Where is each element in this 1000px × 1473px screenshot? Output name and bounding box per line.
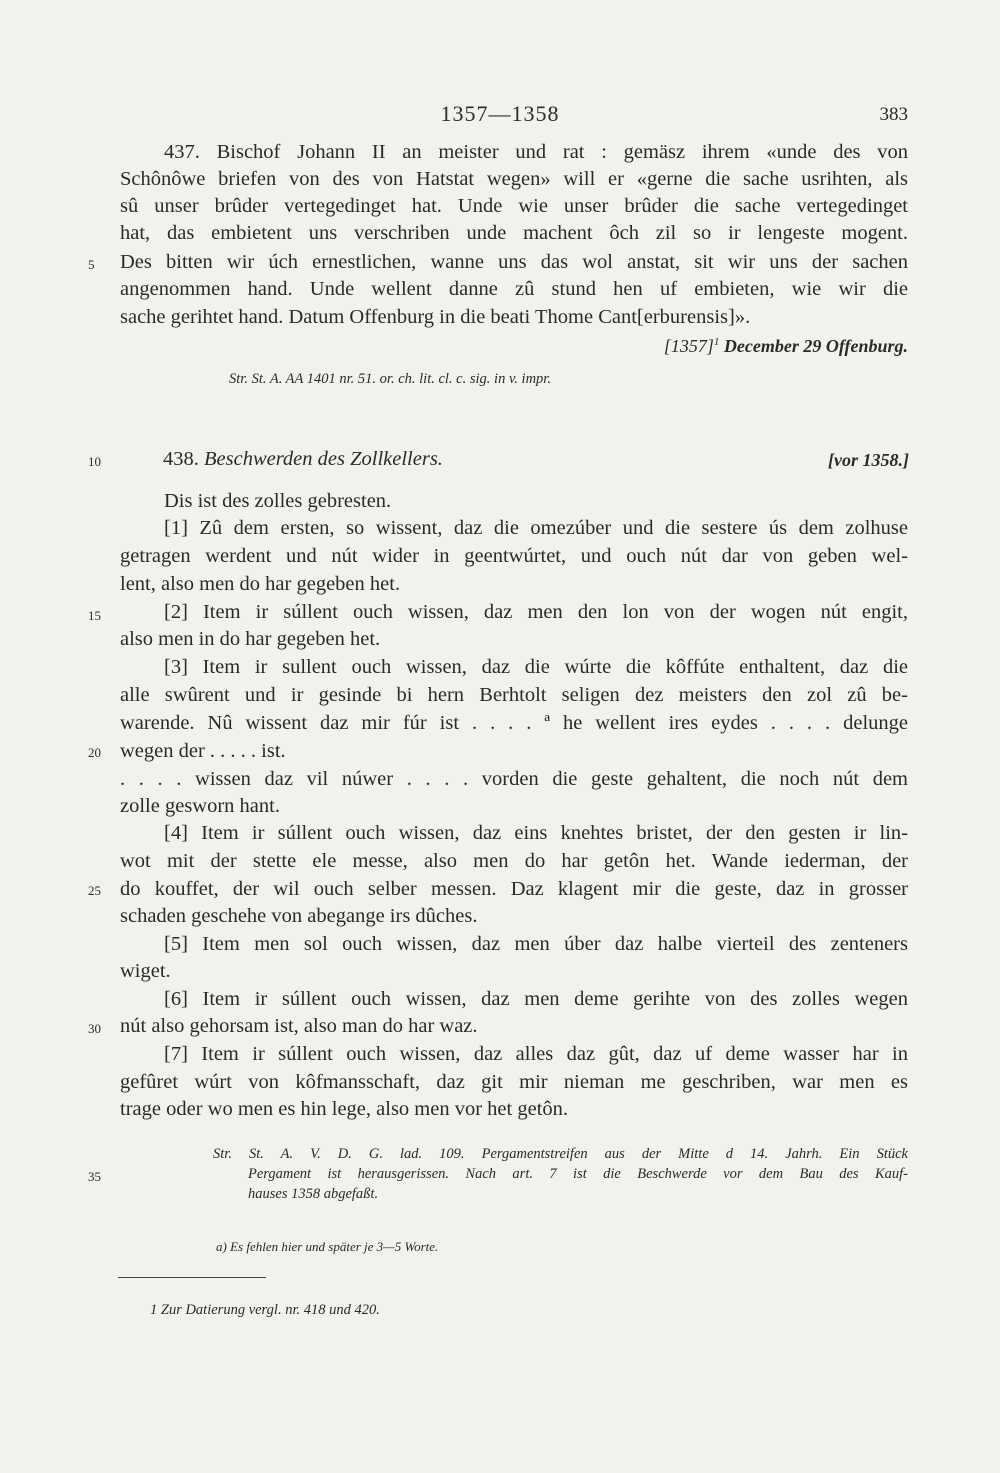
running-header-title: 1357—1358 xyxy=(440,101,560,126)
doc437-line-7: sache gerihtet hand. Datum Offenburg in die beati Thome Cant[erburensis]». xyxy=(120,306,751,328)
doc438-source-line-2: Pergament ist herausgerissen. Nach art. 7 ist die Beschwerde vor dem Bau des Kauf- xyxy=(248,1166,908,1182)
doc438-line: [5] Item men sol ouch wissen, daz men úber daz halbe vierteil des zenteners xyxy=(164,933,908,955)
doc438-line: do kouffet, der wil ouch selber messen. Daz klagent mir die geste, daz in grosser xyxy=(120,878,908,900)
doc438-heading xyxy=(163,448,909,471)
doc437-line-6: angenommen hand. Unde wellent danne zû stund hen uf embieten, wie wir die xyxy=(120,278,908,300)
footnote-rule xyxy=(118,1277,266,1278)
doc438-line: alle swûrent und ir gesinde bi hern Berhtolt seligen dez meisters den zol zû be- xyxy=(120,684,908,706)
doc438-line: also men in do har gegeben het. xyxy=(120,628,381,650)
doc437-dateline xyxy=(120,336,908,357)
doc437-line-1: 437. Bischof Johann II an meister und rat : gemäsz ihrem «unde des von xyxy=(164,141,908,163)
doc438-title: Beschwerden des Zollkellers. xyxy=(204,448,443,470)
doc437-date-footnote-ref: 1 xyxy=(713,336,720,348)
page-number: 383 xyxy=(879,104,908,125)
doc438-line: nút also gehorsam ist, also man do har waz. xyxy=(120,1015,478,1037)
margin-line-number: 20 xyxy=(88,745,101,760)
doc438-line: trage oder wo men es hin lege, also men vor het getôn. xyxy=(120,1098,569,1120)
doc438-line: [4] Item ir súllent ouch wissen, daz eins knehtes bristet, der den gesten ir lin- xyxy=(164,822,908,844)
doc437-date-year: [1357] xyxy=(663,336,714,356)
doc437-line-2: Schônôwe briefen von des von Hatstat wegen» will er «gerne die sache usrihten, als xyxy=(120,168,908,190)
doc438-line: [6] Item ir súllent ouch wissen, daz men deme gerihte von des zolles wegen xyxy=(164,988,908,1010)
doc438-line: schaden geschehe von abegange irs dûches. xyxy=(120,905,478,927)
margin-line-number: 10 xyxy=(88,454,101,469)
doc438-line: [1] Zû dem ersten, so wissent, daz die omezúber und die sestere ús dem zolhuse xyxy=(164,517,908,539)
doc437-source: Str. St. A. AA 1401 nr. 51. or. ch. lit. cl. c. sig. in v. impr. xyxy=(229,371,551,387)
doc438-line: warende. Nû wissent daz mir fúr ist . . . . ª he wellent ires eydes . . . . delunge xyxy=(120,712,908,734)
doc437-date-place: December 29 Offenburg. xyxy=(723,336,908,356)
margin-line-number: 30 xyxy=(88,1021,101,1036)
doc438-line: lent, also men do har gegeben het. xyxy=(120,573,401,595)
doc438-line: wiget. xyxy=(120,960,171,982)
margin-line-number: 25 xyxy=(88,883,101,898)
footnote-a: a) Es fehlen hier und später je 3—5 Worte. xyxy=(216,1239,439,1254)
doc437-line-5: Des bitten wir úch ernestlichen, wanne uns das wol anstat, sit wir uns der sachen xyxy=(120,251,908,273)
doc438-line: gefûret wúrt von kôfmansschaft, daz git mir nieman me geschriben, war men es xyxy=(120,1071,908,1093)
doc437-line-3: sû unser brûder vertegedinget hat. Unde wie unser brûder die sache vertegedinget xyxy=(120,195,908,217)
doc438-line: getragen werdent und nút wider in geentwúrtet, und ouch nút dar von geben wel- xyxy=(120,545,908,567)
margin-line-number: 15 xyxy=(88,608,101,623)
footnote-1: 1 Zur Datierung vergl. nr. 418 und 420. xyxy=(150,1302,380,1318)
doc438-line: [7] Item ir súllent ouch wissen, daz alles daz gût, daz uf deme wasser har in xyxy=(164,1043,908,1065)
doc438-source-line-1: Str. St. A. V. D. G. lad. 109. Pergamentstreifen aus der Mitte d 14. Jahrh. Ein Stück xyxy=(213,1146,908,1162)
doc437-line-4: hat, das embietent uns verschriben unde machent ôch zil so ir lengeste mogent. xyxy=(120,222,908,244)
doc438-line: wot mit der stette ele messe, also men do har getôn het. Wande iederman, der xyxy=(120,850,908,872)
margin-line-number: 5 xyxy=(88,257,95,272)
doc438-line: [2] Item ir súllent ouch wissen, daz men den lon von der wogen nút engit, xyxy=(164,601,908,623)
doc438-line: Dis ist des zolles gebresten. xyxy=(164,490,392,512)
doc438-line: zolle gesworn hant. xyxy=(120,795,280,817)
doc438-source-line-3: hauses 1358 abgefaßt. xyxy=(248,1186,379,1202)
doc438-line: . . . . wissen daz vil núwer . . . . vorden die geste gehaltent, die noch nút dem xyxy=(120,768,908,790)
doc438-date: [vor 1358.] xyxy=(828,450,909,470)
doc438-line: wegen der . . . . . ist. xyxy=(120,740,286,762)
doc438-line: [3] Item ir sullent ouch wissen, daz die wúrte die kôffúte enthaltent, daz die xyxy=(164,656,908,678)
doc438-number: 438. xyxy=(163,448,199,470)
margin-line-number: 35 xyxy=(88,1169,101,1184)
